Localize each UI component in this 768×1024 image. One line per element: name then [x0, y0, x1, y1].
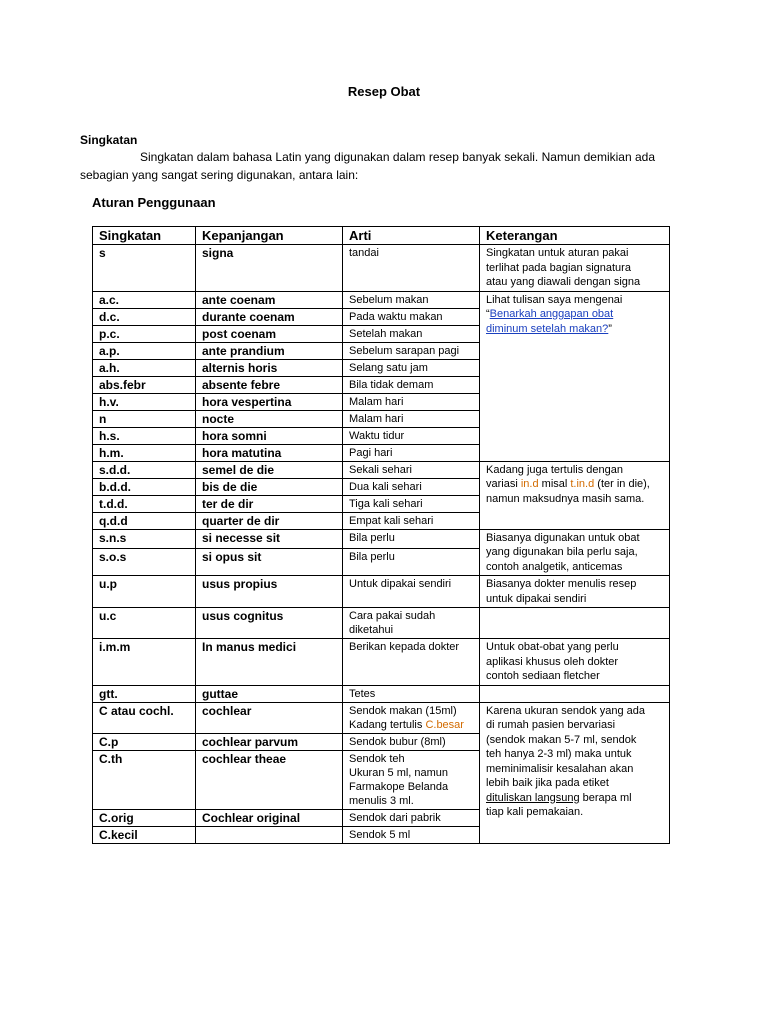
- abbr-cell: d.c.: [93, 308, 196, 325]
- table-header-row: [93, 227, 670, 245]
- abbr-cell: C.th: [93, 750, 196, 809]
- full-cell: cochlear parvum: [196, 733, 343, 750]
- full-cell: In manus medici: [196, 639, 343, 686]
- note-line: Biasanya digunakan untuk obat: [486, 531, 640, 544]
- note-line: di rumah pasien bervariasi: [486, 719, 616, 731]
- quote-close: ”: [608, 322, 612, 335]
- abbr-cell: h.m.: [93, 444, 196, 461]
- meaning-cell: [343, 750, 480, 809]
- abbr-cell: gtt.: [93, 685, 196, 702]
- meaning-cell: Setelah makan: [343, 325, 480, 342]
- meaning-cell: Tiga kali sehari: [343, 495, 480, 512]
- abbr-cell: t.d.d.: [93, 495, 196, 512]
- full-cell: bis de die: [196, 478, 343, 495]
- note-line: Biasanya dokter menulis resep: [486, 578, 637, 590]
- full-cell: durante coenam: [196, 308, 343, 325]
- abbr-cell: i.m.m: [93, 639, 196, 686]
- meaning-line: Ukuran 5 ml, namun: [349, 766, 449, 779]
- note-line: [486, 477, 663, 492]
- meaning-cell: Untuk dipakai sendiri: [343, 576, 480, 608]
- page-title: Resep Obat: [347, 84, 421, 99]
- abbr-cell: n: [93, 410, 196, 427]
- meaning-cell: Malam hari: [343, 393, 480, 410]
- full-cell: si necesse sit: [196, 529, 343, 548]
- note-line: contoh sediaan fletcher: [486, 670, 600, 682]
- abbr-cell: C atau cochl.: [93, 702, 196, 733]
- note-text: variasi: [486, 478, 521, 490]
- full-cell: hora vespertina: [196, 393, 343, 410]
- full-cell: guttae: [196, 685, 343, 702]
- abbr-cell: C.p: [93, 733, 196, 750]
- full-cell: quarter de dir: [196, 512, 343, 529]
- intro-line-2: sebagian yang sangat sering digunakan, antara lain:: [80, 168, 359, 182]
- abbr-cell: s.n.s: [93, 529, 196, 548]
- note-line: lebih baik jika pada etiket: [486, 777, 609, 789]
- table-row: [93, 245, 670, 292]
- meaning-cell: Sendok dari pabrik: [343, 809, 480, 826]
- meaning-line: Sendok makan (15ml): [349, 704, 457, 717]
- note-line: terlihat pada bagian signatura: [486, 261, 631, 274]
- full-cell: ante prandium: [196, 342, 343, 359]
- meaning-line: Sendok teh: [349, 752, 405, 765]
- article-link[interactable]: diminum setelah makan?: [486, 322, 609, 335]
- variant-abbr: C.besar: [425, 718, 464, 731]
- meaning-text: Kadang tertulis: [349, 718, 426, 731]
- meaning-cell: Sebelum sarapan pagi: [343, 342, 480, 359]
- meaning-line: Cara pakai sudah: [349, 610, 436, 622]
- meaning-cell: Malam hari: [343, 410, 480, 427]
- meaning-cell: Sendok 5 ml: [343, 826, 480, 843]
- meaning-cell: Sebelum makan: [343, 291, 480, 308]
- full-cell: Cochlear original: [196, 809, 343, 826]
- abbr-cell: u.c: [93, 608, 196, 639]
- header-cell: Keterangan: [480, 227, 670, 245]
- abbr-cell: abs.febr: [93, 376, 196, 393]
- note-line: Singkatan untuk aturan pakai: [486, 247, 629, 259]
- note-cell: [480, 639, 670, 686]
- intro-line-1: Singkatan dalam bahasa Latin yang digunakan dalam resep banyak sekali. Namun demikian ada: [140, 150, 655, 164]
- meaning-cell: Pada waktu makan: [343, 308, 480, 325]
- abbr-cell: b.d.d.: [93, 478, 196, 495]
- note-line: yang digunakan bila perlu saja,: [486, 546, 638, 558]
- abbr-cell: a.h.: [93, 359, 196, 376]
- note-line: [486, 791, 663, 806]
- full-cell: [196, 826, 343, 843]
- full-cell: nocte: [196, 410, 343, 427]
- meaning-cell: Berikan kepada dokter: [343, 639, 480, 686]
- note-cell: [480, 245, 670, 292]
- note-cell: [480, 529, 670, 576]
- full-cell: absente febre: [196, 376, 343, 393]
- note-line: namun maksudnya masih sama.: [486, 492, 645, 505]
- table-row: [93, 576, 670, 608]
- note-line: untuk dipakai sendiri: [486, 592, 587, 605]
- meaning-cell: Pagi hari: [343, 444, 480, 461]
- full-cell: ter de dir: [196, 495, 343, 512]
- abbr-cell: h.v.: [93, 393, 196, 410]
- meaning-cell: Sendok bubur (8ml): [343, 733, 480, 750]
- table-row: [93, 608, 670, 639]
- note-line: contoh analgetik, anticemas: [486, 560, 623, 573]
- note-line: tiap kali pemakaian.: [486, 806, 584, 818]
- meaning-cell: Tetes: [343, 685, 480, 702]
- note-line: atau yang diawali dengan signa: [486, 276, 641, 288]
- meaning-cell: Empat kali sehari: [343, 512, 480, 529]
- meaning-cell: Selang satu jam: [343, 359, 480, 376]
- quote-open: “: [486, 308, 490, 320]
- table-row: [93, 529, 670, 548]
- table-row: [93, 685, 670, 702]
- meaning-cell: Bila tidak demam: [343, 376, 480, 393]
- full-cell: cochlear theae: [196, 750, 343, 809]
- abbr-cell: s.d.d.: [93, 461, 196, 478]
- note-line: (sendok makan 5-7 ml, sendok: [486, 733, 637, 746]
- table-row: [93, 291, 670, 308]
- intro-paragraph: [80, 148, 680, 184]
- full-cell: usus cognitus: [196, 608, 343, 639]
- full-cell: alternis horis: [196, 359, 343, 376]
- note-line: Karena ukuran sendok yang ada: [486, 704, 646, 717]
- table-row: [93, 461, 670, 478]
- note-line: teh hanya 2-3 ml) maka untuk: [486, 748, 632, 760]
- full-cell: cochlear: [196, 702, 343, 733]
- abbr-cell: s.o.s: [93, 548, 196, 575]
- full-cell: semel de die: [196, 461, 343, 478]
- note-text: (ter in die),: [594, 478, 650, 490]
- variant-abbr: in.d: [520, 478, 539, 490]
- meaning-cell: Dua kali sehari: [343, 478, 480, 495]
- table-row: [93, 702, 670, 733]
- abbr-cell: p.c.: [93, 325, 196, 342]
- table-heading: Aturan Penggunaan: [92, 195, 216, 210]
- note-link-line: [486, 322, 663, 337]
- meaning-cell: Bila perlu: [343, 529, 480, 548]
- article-link[interactable]: Benarkah anggapan obat: [489, 308, 614, 320]
- usage-table: [92, 226, 670, 844]
- meaning-cell: Sekali sehari: [343, 461, 480, 478]
- note-line: Kadang juga tertulis dengan: [486, 463, 623, 476]
- full-cell: si opus sit: [196, 548, 343, 575]
- emphasis-text: dituliskan langsung: [486, 791, 580, 804]
- meaning-line: diketahui: [349, 624, 394, 636]
- note-cell: [480, 702, 670, 843]
- variant-abbr: t.in.d: [570, 478, 595, 490]
- full-cell: hora somni: [196, 427, 343, 444]
- full-cell: hora matutina: [196, 444, 343, 461]
- note-line: Untuk obat-obat yang perlu: [486, 641, 619, 653]
- note-cell: [480, 576, 670, 608]
- abbr-cell: h.s.: [93, 427, 196, 444]
- abbr-cell: u.p: [93, 576, 196, 608]
- note-cell: [480, 461, 670, 529]
- header-cell: Kepanjangan: [196, 227, 343, 245]
- abbr-cell: a.p.: [93, 342, 196, 359]
- meaning-cell: [343, 702, 480, 733]
- note-line: aplikasi khusus oleh dokter: [486, 655, 619, 668]
- note-cell: [480, 685, 670, 702]
- meaning-cell: [343, 608, 480, 639]
- full-cell: usus propius: [196, 576, 343, 608]
- header-cell: Arti: [343, 227, 480, 245]
- meaning-cell: Bila perlu: [343, 548, 480, 575]
- header-cell: Singkatan: [93, 227, 196, 245]
- abbr-cell: C.orig: [93, 809, 196, 826]
- note-link-line: [486, 307, 663, 322]
- table-row: [93, 639, 670, 686]
- note-cell: [480, 291, 670, 461]
- abbr-cell: q.d.d: [93, 512, 196, 529]
- full-cell: ante coenam: [196, 291, 343, 308]
- meaning-line: Farmakope Belanda: [349, 780, 449, 793]
- meaning-line: [349, 718, 473, 732]
- note-cell: [480, 608, 670, 639]
- meaning-cell: Waktu tidur: [343, 427, 480, 444]
- section-heading: Singkatan: [80, 133, 138, 147]
- meaning-line: menulis 3 ml.: [349, 794, 414, 807]
- note-line: meminimalisir kesalahan akan: [486, 762, 634, 775]
- note-line: Lihat tulisan saya mengenai: [486, 293, 623, 306]
- note-text: berapa ml: [579, 791, 632, 804]
- abbr-cell: s: [93, 245, 196, 292]
- abbr-cell: a.c.: [93, 291, 196, 308]
- full-cell: signa: [196, 245, 343, 292]
- note-text: misal: [538, 478, 571, 490]
- meaning-cell: tandai: [343, 245, 480, 292]
- abbr-cell: C.kecil: [93, 826, 196, 843]
- full-cell: post coenam: [196, 325, 343, 342]
